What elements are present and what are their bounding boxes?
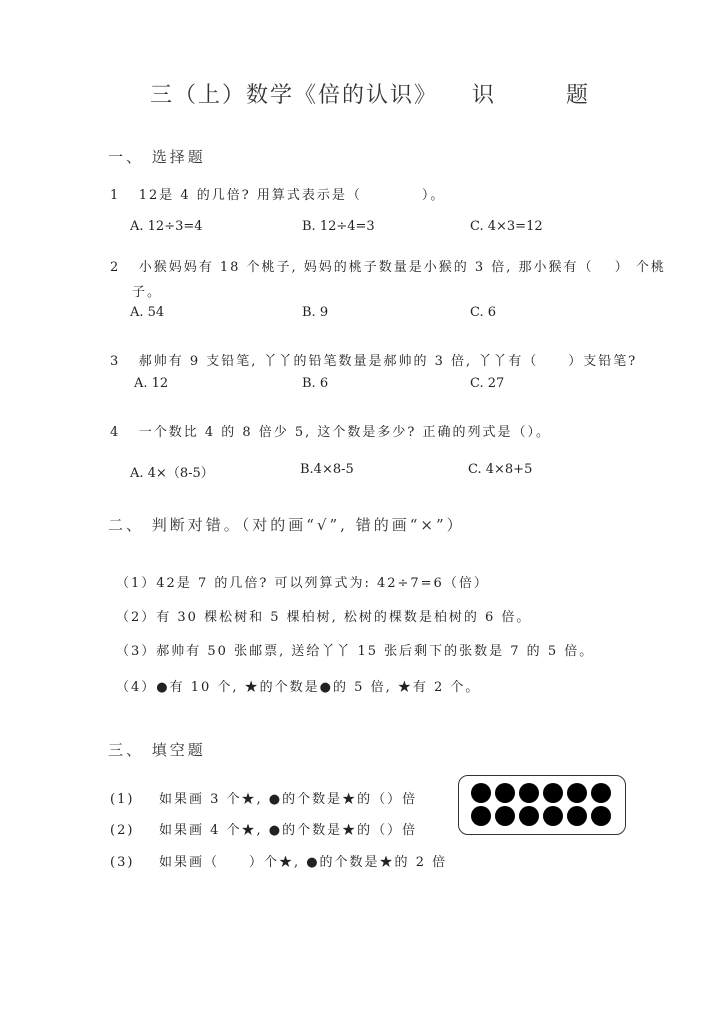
question-4 (110, 421, 551, 440)
option-4b: B.4×8-5 (300, 462, 354, 477)
circle-icon (543, 806, 563, 826)
dots-grid (471, 783, 611, 826)
page-title (150, 78, 590, 109)
circle-icon (495, 783, 515, 803)
item-number: (3) (110, 855, 135, 870)
circle-icon (567, 783, 587, 803)
section-heading-true-false: 二、 判断对错。（对的画“√”, 错的画“×”） (108, 516, 465, 534)
option-3c: C. 27 (470, 376, 505, 391)
option-3b: B. 6 (302, 376, 329, 391)
title-part1: 识 (472, 83, 497, 108)
item-number: (1) (110, 792, 135, 807)
question-3 (110, 350, 637, 369)
title-main: 三（上）数学《倍的认识》 (150, 83, 439, 108)
question-number: 3 (110, 354, 121, 369)
question-number: 1 (110, 188, 121, 203)
item-text: 如果画 4 个★, ●的个数是★的（）倍 (158, 823, 418, 838)
circle-icon (591, 806, 611, 826)
section-heading-choice: 一、 选择题 (108, 148, 206, 166)
option-3a: A. 12 (134, 376, 169, 391)
title-part2: 题 (566, 83, 591, 108)
circle-icon (471, 806, 491, 826)
question-1 (110, 184, 445, 203)
judge-item-4: （4）●有 10 个, ★的个数是●的 5 倍, ★有 2 个。 (116, 680, 481, 695)
question-2-continued: 子。 (132, 285, 163, 300)
circle-icon (591, 783, 611, 803)
circle-icon (495, 806, 515, 826)
question-text: 一个数比 4 的 8 倍少 5, 这个数是多少? 正确的列式是（）。 (138, 425, 552, 440)
option-2a: A. 54 (130, 305, 165, 320)
option-4c: C. 4×8+5 (468, 462, 533, 477)
dots-figure-box (458, 775, 626, 835)
judge-item-1: （1）42是 7 的几倍? 可以列算式为: 42÷7=6（倍） (116, 576, 489, 591)
fill-item-3 (110, 851, 447, 870)
judge-item-3: （3）郝帅有 50 张邮票, 送给丫丫 15 张后剩下的张数是 7 的 5 倍。 (116, 644, 595, 659)
circle-icon (519, 783, 539, 803)
item-text: 如果画 3 个★, ●的个数是★的（）倍 (158, 792, 418, 807)
question-text: 12是 4 的几倍? 用算式表示是（ ）。 (138, 188, 446, 203)
item-text: 如果画（ ）个★, ●的个数是★的 2 倍 (158, 855, 448, 870)
section-heading-fill-blank: 三、 填空题 (108, 741, 206, 759)
option-2b: B. 9 (302, 305, 329, 320)
item-number: (2) (110, 823, 135, 838)
circle-icon (543, 783, 563, 803)
question-number: 2 (110, 260, 121, 275)
circle-icon (471, 783, 491, 803)
question-2 (110, 256, 666, 275)
circle-icon (519, 806, 539, 826)
fill-item-2 (110, 819, 417, 838)
option-2c: C. 6 (470, 305, 497, 320)
option-1c: C. 4×3=12 (470, 219, 543, 234)
option-4a: A. 4×（8-5） (130, 466, 214, 481)
option-1a: A. 12÷3=4 (130, 219, 203, 234)
judge-item-2: （2）有 30 棵松树和 5 棵柏树, 松树的棵数是柏树的 6 倍。 (116, 610, 532, 625)
question-number: 4 (110, 425, 121, 440)
question-text: 小猴妈妈有 18 个桃子, 妈妈的桃子数量是小猴的 3 倍, 那小猴有（ ） 个桃 (138, 260, 666, 275)
circle-icon (567, 806, 587, 826)
question-text: 郝帅有 9 支铅笔, 丫丫的铅笔数量是郝帅的 3 倍, 丫丫有（ ）支铅笔? (138, 354, 638, 369)
fill-item-1 (110, 788, 417, 807)
option-1b: B. 12÷4=3 (302, 219, 375, 234)
